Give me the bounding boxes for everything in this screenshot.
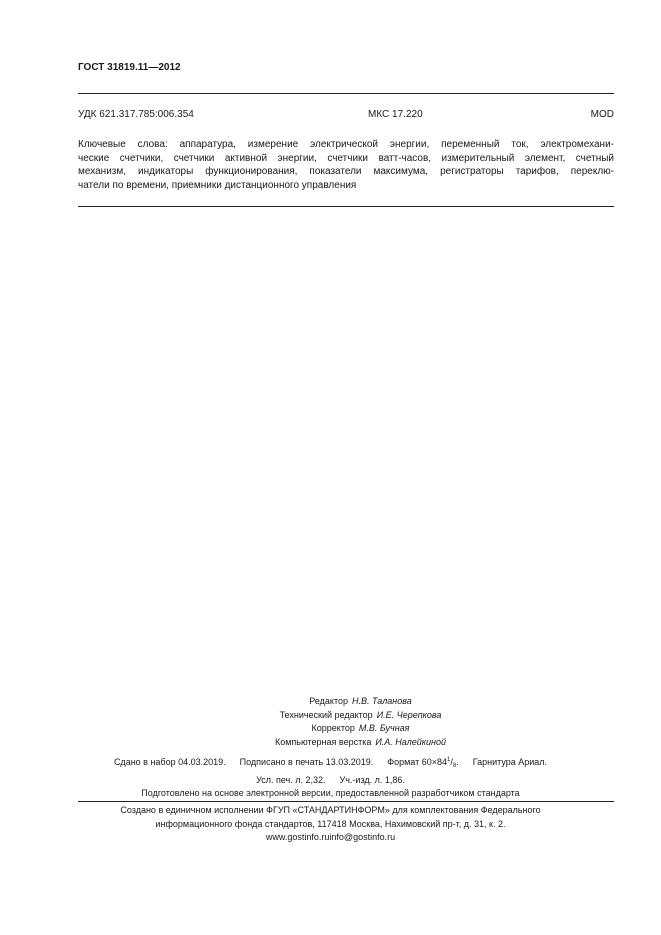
- classification-row: [78, 109, 614, 123]
- keywords-line: механизм, индикаторы функционирования, показатели максимума, регистраторы тарифов, переклю-: [78, 166, 614, 178]
- footer-line-1: Создано в единичном исполнении ФГУП «СТАНДАРТИНФОРМ» для комплектования Федерального: [120, 805, 541, 815]
- header-rule: [78, 93, 614, 94]
- credit-person: М.В. Бучная: [358, 723, 410, 733]
- credit-corrector: [0, 722, 661, 736]
- credit-person: Н.В. Таланова: [351, 696, 412, 706]
- credit-role: Компьютерная верстка: [274, 736, 372, 747]
- credit-role: Редактор: [309, 696, 348, 706]
- credit-role: Корректор: [311, 723, 355, 733]
- credit-role: Технический редактор: [279, 709, 373, 720]
- credit-person: И.А. Налейкиной: [375, 736, 447, 747]
- signed-date: Подписано в печать 13.03.2019.: [239, 757, 374, 767]
- credit-editor: [0, 695, 661, 709]
- publication-info: [0, 754, 661, 801]
- footer-contacts: [0, 831, 661, 845]
- prepared-note: Подготовлено на основе электронной версии, предоставленной разработчиком стандарта: [141, 788, 520, 798]
- typeface: Гарнитура Ариал.: [472, 757, 548, 767]
- pub-sheets: Уч.-изд. л. 1,86.: [339, 774, 405, 785]
- publication-sheets-line: [0, 774, 661, 788]
- paper-format: Формат $60\times 84^1/_8$.: [387, 757, 459, 769]
- keywords-line: чатели по времени, приемники дистанционного управления: [78, 179, 357, 191]
- keywords-line: ческие счетчики, счетчики активной энергии, счетчики ватт-часов, измерительный элемент, счетный: [78, 152, 614, 164]
- footer-rule: [78, 801, 614, 802]
- mod-label: MOD: [590, 109, 614, 120]
- udk-code: УДК 621.317.785:006.354: [78, 109, 194, 120]
- mks-code: МКС 17.220: [368, 109, 423, 120]
- footer-line-2: информационного фонда стандартов, 117418 Москва, Нахимовский пр-т, д. 31, к. 2.: [155, 818, 506, 829]
- keywords-line: Ключевые слова: аппаратура, измерение электрической энергии, переменный ток, электромехани-: [78, 139, 614, 150]
- website-link[interactable]: www.gostinfo.ru: [265, 832, 330, 842]
- credit-person: И.Е. Черепкова: [376, 709, 442, 720]
- keywords-block: [78, 138, 614, 192]
- credits-block: [0, 695, 661, 749]
- print-sheets: Усл. печ. л. 2,32.: [256, 774, 326, 785]
- sent-date: Сдано в набор 04.03.2019.: [113, 757, 226, 767]
- credit-tech-editor: [0, 709, 661, 723]
- document-title: ГОСТ 31819.11—2012: [78, 62, 181, 73]
- email-link[interactable]: info@gostinfo.ru: [329, 832, 396, 842]
- publication-dates-line: [0, 754, 661, 774]
- credit-layout: [0, 736, 661, 750]
- publisher-footer: [0, 804, 661, 845]
- keywords-rule: [78, 206, 614, 207]
